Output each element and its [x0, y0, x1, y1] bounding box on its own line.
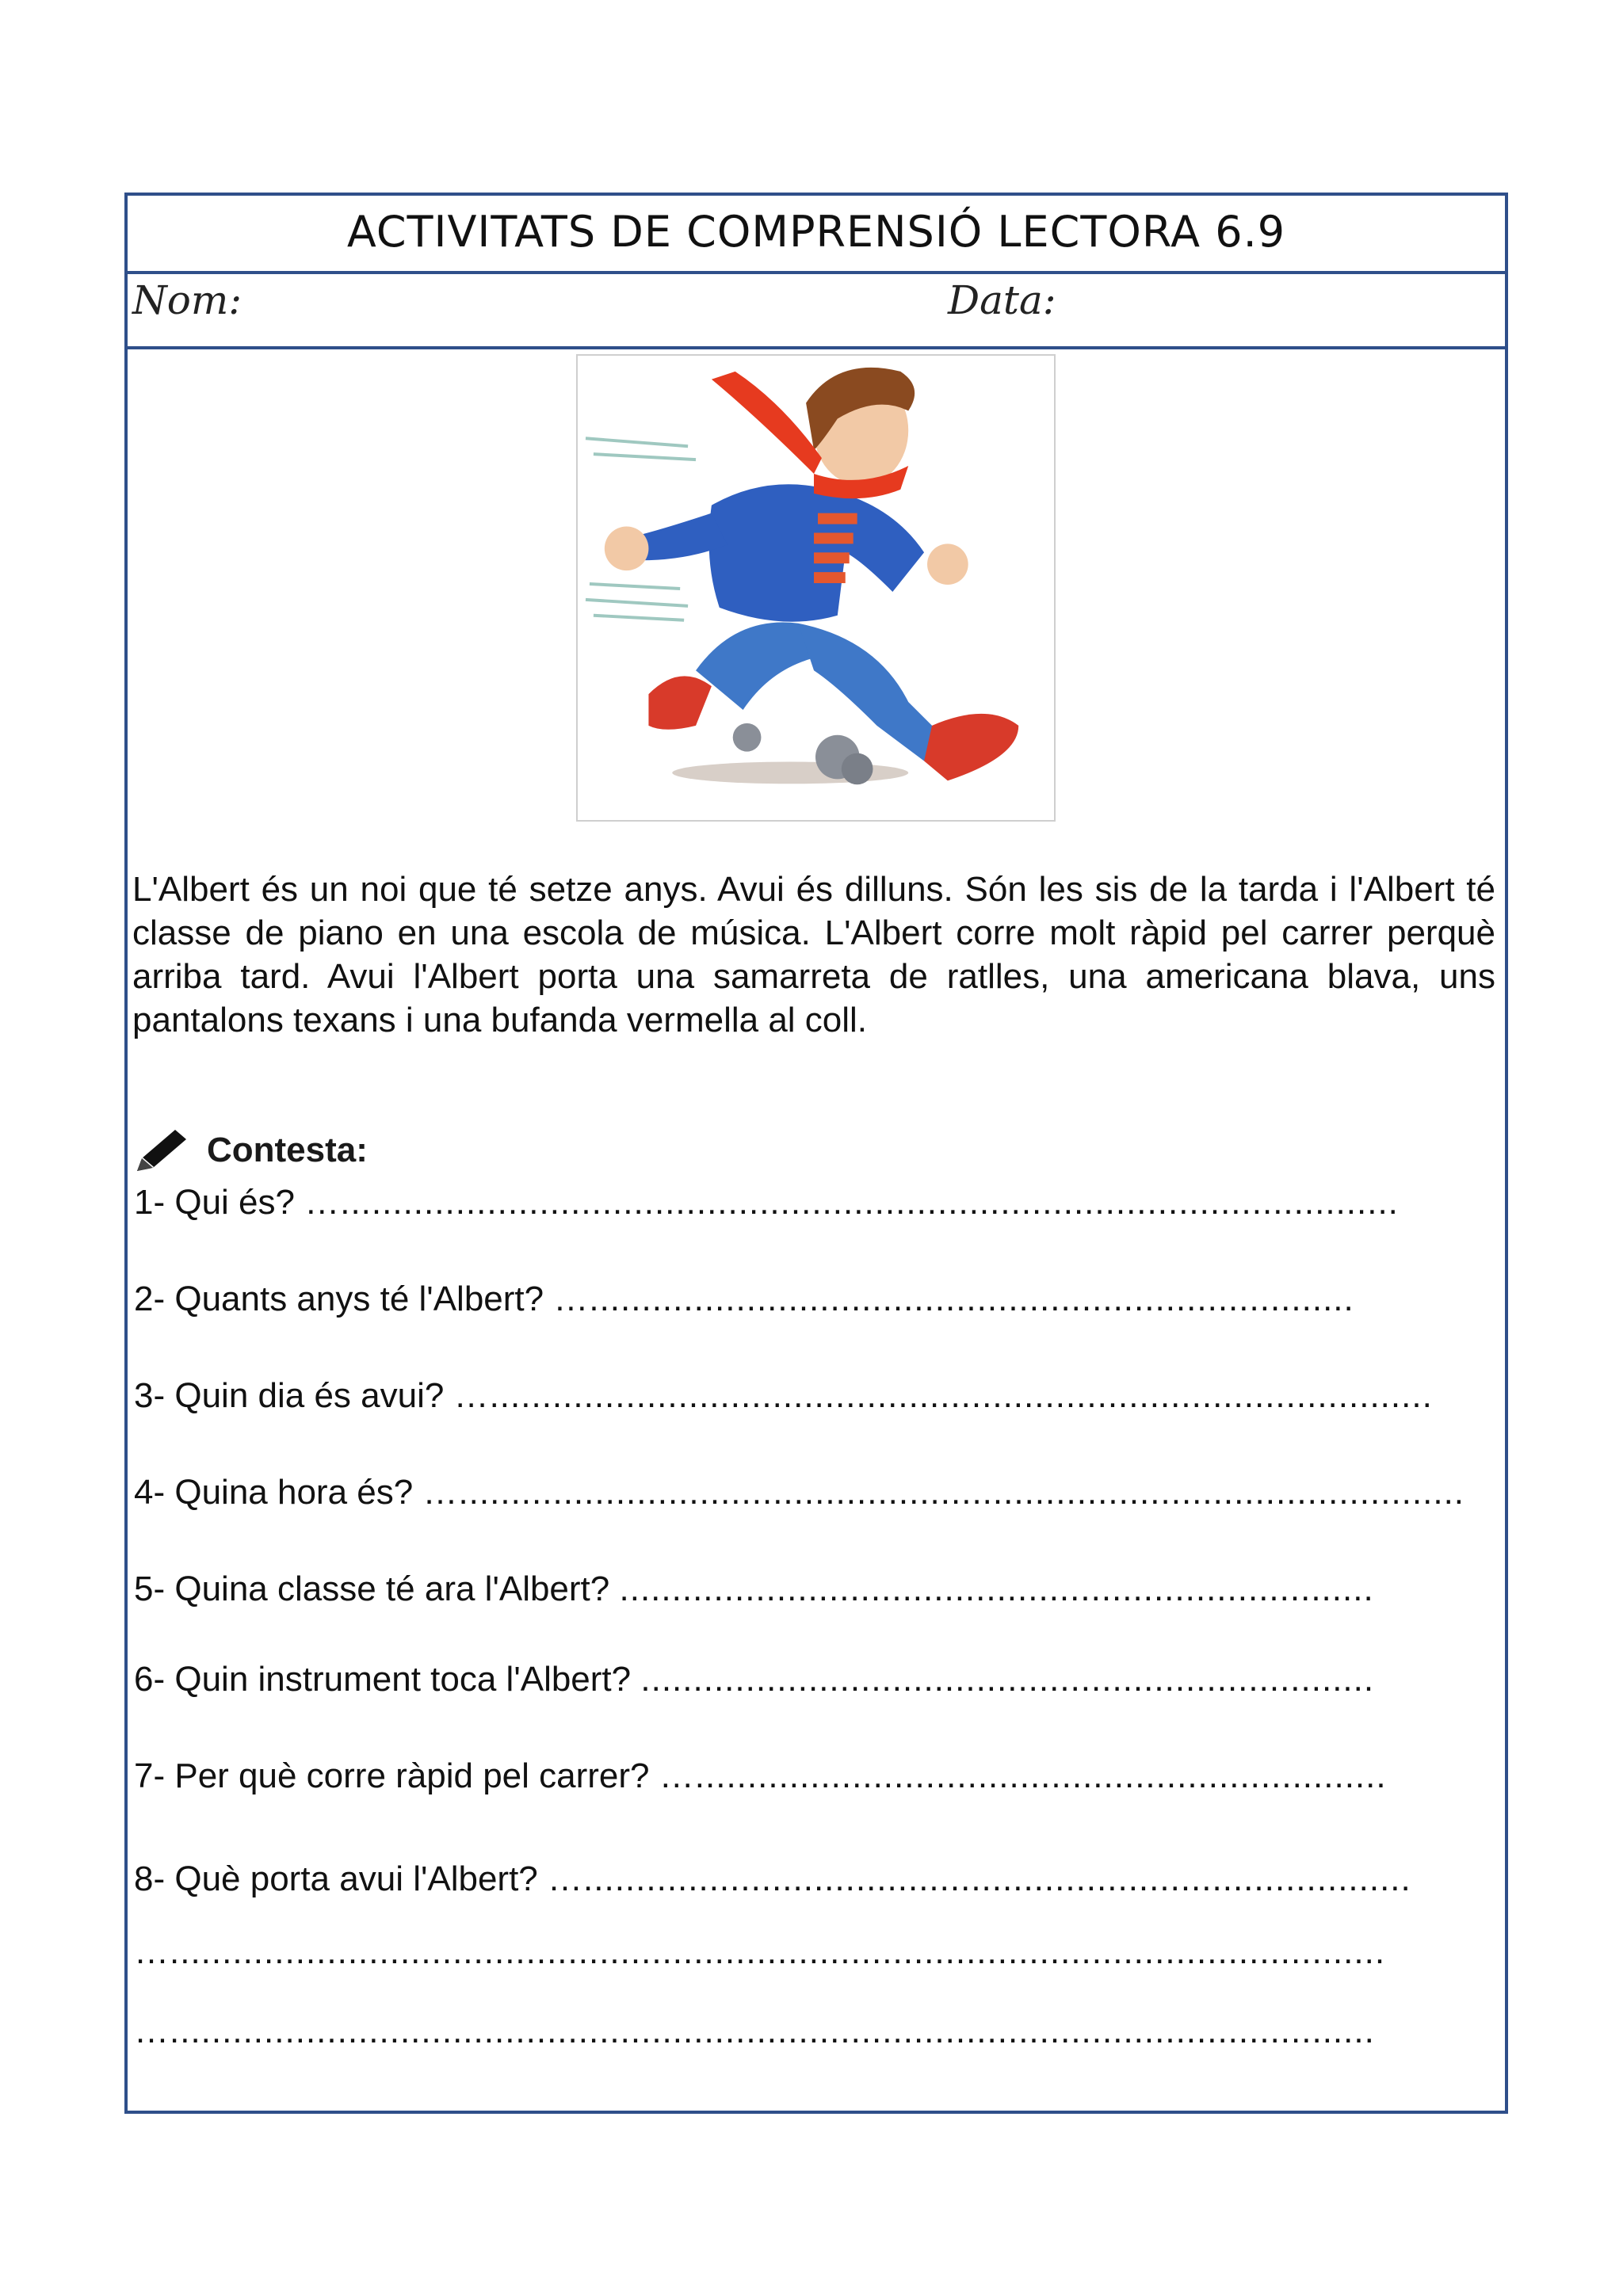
- question-4: [134, 1473, 1465, 1512]
- question-text: 2- Quants anys té l'Albert?: [134, 1280, 544, 1318]
- question-7: [134, 1756, 1387, 1796]
- title-row: [128, 196, 1505, 274]
- question-text: 4- Quina hora és?: [134, 1473, 414, 1512]
- running-boy-illustration: [576, 354, 1056, 822]
- question-1: [134, 1183, 1399, 1222]
- answer-line[interactable]: ......................................................................: [640, 1660, 1375, 1699]
- answer-section-header: [134, 1123, 368, 1178]
- name-date-row: [128, 271, 1505, 349]
- question-3: [134, 1376, 1433, 1416]
- answer-line[interactable]: …....................................................................................................................: [134, 1932, 1386, 1971]
- question-text: 1- Qui és?: [134, 1183, 295, 1222]
- question-text: 3- Quin dia és avui?: [134, 1376, 445, 1415]
- worksheet: [124, 193, 1508, 2114]
- answer-line[interactable]: …..........................................................................................: [453, 1376, 1433, 1415]
- answer-line[interactable]: ….....................................................................................................: [304, 1183, 1399, 1222]
- question-8: [134, 1859, 1411, 1899]
- answer-line[interactable]: ….........................................................................: [553, 1280, 1354, 1318]
- question-text: 5- Quina classe té ara l'Albert?: [134, 1569, 610, 1608]
- contesta-label: Contesta:: [207, 1131, 368, 1169]
- answer-line[interactable]: …................................................................................................: [422, 1473, 1465, 1512]
- question-text: 8- Què porta avui l'Albert?: [134, 1859, 538, 1898]
- worksheet-title: ACTIVITATS DE COMPRENSIÓ LECTORA 6.9: [346, 207, 1286, 257]
- pencil-icon: [134, 1127, 189, 1174]
- question-text: 6- Quin instrument toca l'Albert?: [134, 1660, 632, 1699]
- date-label: Data:: [948, 277, 1056, 323]
- extra-answer-line-2: [134, 2012, 1375, 2051]
- question-6: [134, 1660, 1374, 1699]
- answer-line[interactable]: …...............................................................................: [548, 1859, 1411, 1898]
- question-5: [134, 1569, 1374, 1609]
- question-2: [134, 1280, 1354, 1319]
- extra-answer-line-1: [134, 1932, 1385, 1972]
- answer-line[interactable]: …...................................................................................................................: [134, 2012, 1375, 2050]
- reading-passage: L'Albert és un noi que té setze anys. Avui és dilluns. Són les sis de la tarda i l'Albert té classe de piano en una escola de música. L'Albert corre molt ràpid pel carrer perquè arriba tard. Avui l'Albert porta una samarreta de ratlles, una americana blava, uns pantalons texans i una bufanda vermella al coll.: [132, 870, 1495, 1039]
- answer-line[interactable]: ........................................................................: [619, 1569, 1374, 1608]
- running-boy-drawing: [578, 356, 1054, 820]
- name-label: Nom:: [132, 277, 242, 323]
- question-text: 7- Per què corre ràpid pel carrer?: [134, 1756, 650, 1795]
- answer-line[interactable]: …..................................................................: [659, 1756, 1387, 1795]
